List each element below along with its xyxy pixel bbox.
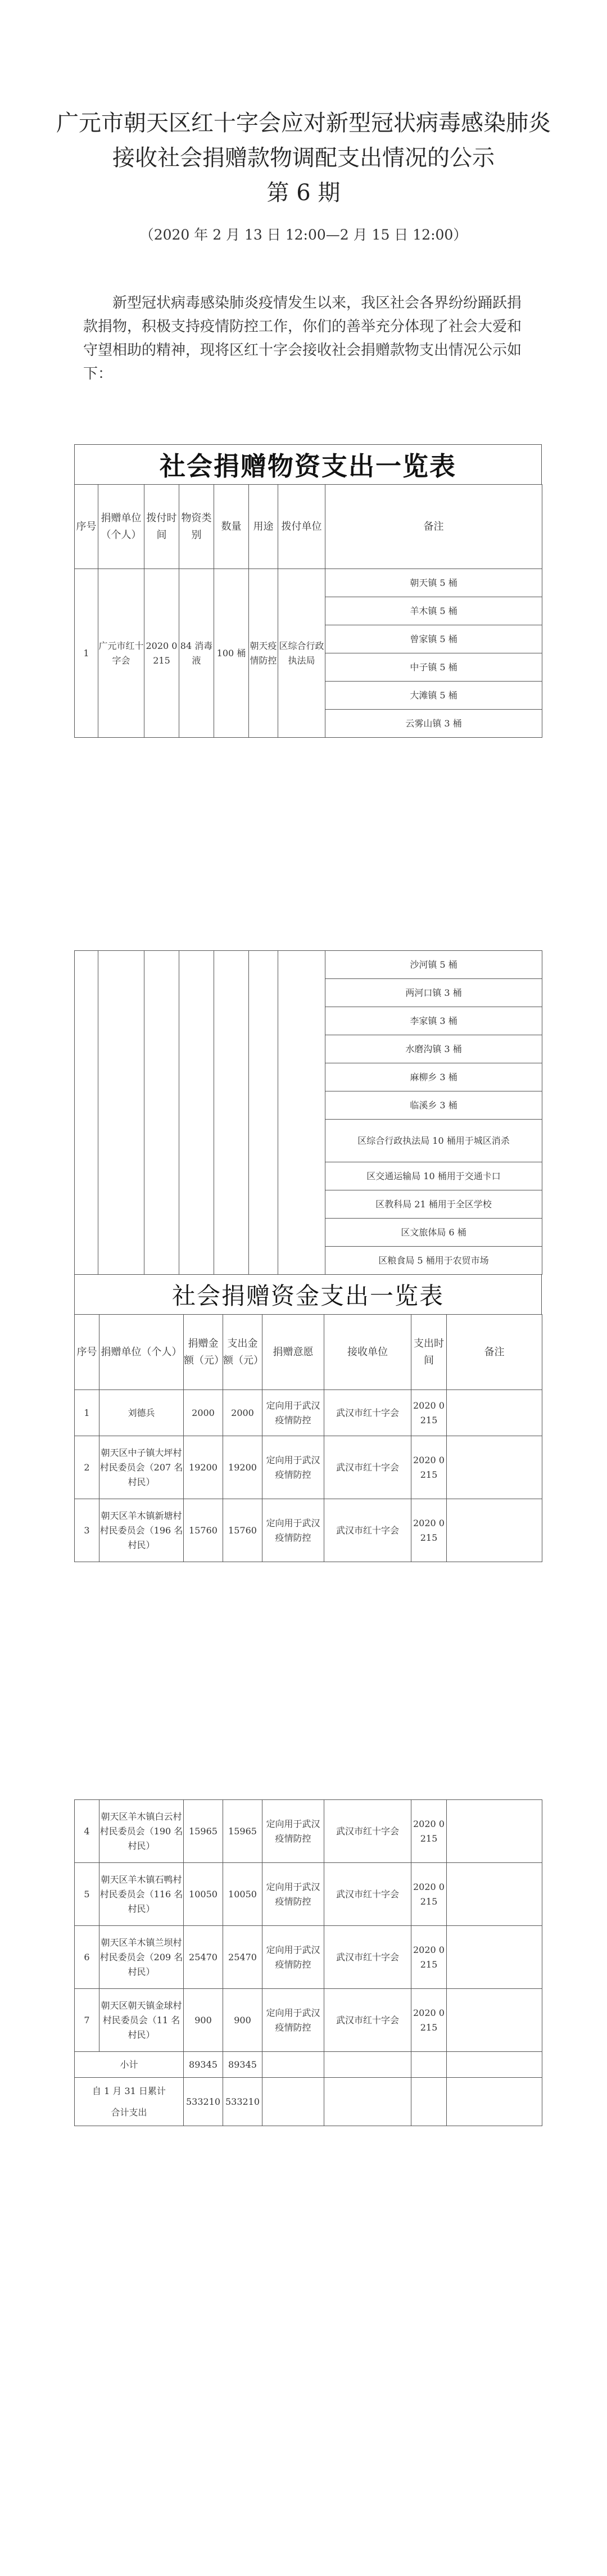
intro-paragraph: 新型冠状病毒感染肺炎疫情发生以来，我区社会各界纷纷踊跃捐款捐物，积极支持疫情防控工作，你们的善举充分体现了社会大爱和守望相助的精神，现将区红十字会接收社会捐赠款物支出情况公示如下： [83,295,522,382]
materials-table-part2 [74,950,542,1275]
date-range: （2020 年 2 月 13 日 12:00—2 月 15 日 12:00） [139,227,468,243]
purpose-cell: 定向用于武汉疫情防控 [262,1863,324,1926]
purpose-cell: 定向用于武汉疫情防控 [262,1989,324,2052]
date-cell: 2020 0215 [411,1926,447,1989]
note-cell [447,1800,542,1863]
row-number: 7 [75,1989,99,2052]
receiver-cell: 武汉市红十字会 [324,1926,411,1989]
note-cell: 朝天镇 5 桶 [325,569,542,597]
header-cell: 序号 [75,485,98,569]
row-number: 4 [75,1800,99,1863]
table-row [75,1390,542,1436]
receiver-cell: 武汉市红十字会 [324,1436,411,1499]
note-cell [447,1926,542,1989]
spent-cell: 900 [223,1989,262,2052]
subtotal-spent: 89345 [223,2052,262,2078]
empty-cell [249,951,278,1275]
header-cell: 备注 [325,485,542,569]
cumulative-label [75,2078,184,2126]
note-cell: 区文旅体局 6 桶 [325,1219,542,1247]
cumulative-donated: 533210 [184,2078,223,2126]
receiver-cell: 武汉市红十字会 [324,1499,411,1562]
note-cell: 曾家镇 5 桶 [325,625,542,653]
date-cell: 2020 0215 [144,569,179,738]
donor-cell: 朝天区中子镇大坪村村民委员会（207 名村民） [99,1436,184,1499]
header-cell: 捐赠意愿 [262,1315,324,1390]
note-cell: 区综合行政执法局 10 桶用于城区消杀 [325,1120,542,1162]
cumulative-row [75,2078,542,2126]
header-cell: 拨付单位 [278,485,325,569]
empty-cell [447,2078,542,2126]
funds-table-part1 [74,1314,542,1562]
note-cell: 李家镇 3 桶 [325,1007,542,1035]
table-row [75,569,542,597]
donor-cell: 朝天区羊木镇石鸭村村民委员会（116 名村民） [99,1863,184,1926]
note-cell: 大滩镇 5 桶 [325,682,542,710]
purpose-cell: 定向用于武汉疫情防控 [262,1499,324,1562]
donated-cell: 15760 [184,1499,223,1562]
empty-cell [262,2078,324,2126]
note-cell: 区交通运输局 10 桶用于交通卡口 [325,1162,542,1190]
purpose-cell: 定向用于武汉疫情防控 [262,1926,324,1989]
donated-cell: 10050 [184,1863,223,1926]
header-cell: 物资类别 [179,485,214,569]
note-cell: 水磨沟镇 3 桶 [325,1035,542,1063]
note-cell [447,1390,542,1436]
materials-table-part1 [74,484,542,738]
note-cell [447,1863,542,1926]
purpose-cell: 定向用于武汉疫情防控 [262,1800,324,1863]
empty-cell [411,2078,447,2126]
empty-cell [324,2078,411,2126]
row-number: 6 [75,1926,99,1989]
empty-cell [278,951,325,1275]
note-cell: 区粮食局 5 桶用于农贸市场 [325,1247,542,1275]
empty-cell [98,951,144,1275]
row-number: 1 [75,1390,99,1436]
unit-cell: 区综合行政执法局 [278,569,325,738]
donated-cell: 2000 [184,1390,223,1436]
header-cell: 备注 [447,1315,542,1390]
date-cell: 2020 0215 [411,1863,447,1926]
note-cell: 沙河镇 5 桶 [325,951,542,979]
table-row [75,1863,542,1926]
purpose-cell: 定向用于武汉疫情防控 [262,1436,324,1499]
empty-cell [214,951,249,1275]
date-cell: 2020 0215 [411,1800,447,1863]
cumulative-label-line1: 自 1 月 31 日累计 [92,2085,166,2096]
donor-cell: 广元市红十字会 [98,569,144,738]
spent-cell: 19200 [223,1436,262,1499]
header-cell: 接收单位 [324,1315,411,1390]
note-cell [447,1436,542,1499]
row-number: 1 [75,569,98,738]
header-cell: 捐赠单位（个人） [99,1315,184,1390]
donor-cell: 朝天区羊木镇兰坝村村民委员会（209 名村民） [99,1926,184,1989]
note-cell: 区教科局 21 桶用于全区学校 [325,1190,542,1219]
header-cell: 拨付时间 [144,485,179,569]
table-row [75,1800,542,1863]
date-cell: 2020 0215 [411,1989,447,2052]
receiver-cell: 武汉市红十字会 [324,1390,411,1436]
header-cell: 支出时间 [411,1315,447,1390]
page-title-text: 广元市朝天区红十字会应对新型冠状病毒感染肺炎接收社会捐赠款物调配支出情况的公示 [56,110,551,171]
header-cell: 捐赠单位（个人） [98,485,144,569]
row-number: 3 [75,1499,99,1562]
empty-cell [324,2052,411,2078]
funds-table-part2 [74,1799,542,2126]
subtotal-label: 小计 [75,2052,184,2078]
cumulative-spent: 533210 [223,2078,262,2126]
table-row [75,1926,542,1989]
materials-table-title: 社会捐赠物资支出一览表 [74,444,542,485]
subtotal-donated: 89345 [184,2052,223,2078]
donated-cell: 900 [184,1989,223,2052]
note-cell: 临溪乡 3 桶 [325,1091,542,1120]
page-title [56,106,551,210]
donor-cell: 刘德兵 [99,1390,184,1436]
funds-header-row [75,1315,542,1390]
row-number: 2 [75,1436,99,1499]
subtotal-row [75,2052,542,2078]
spent-cell: 10050 [223,1863,262,1926]
spent-cell: 15760 [223,1499,262,1562]
header-cell: 支出金额（元） [223,1315,262,1390]
issue-number: 第 6 期 [266,180,341,206]
date-cell: 2020 0215 [411,1499,447,1562]
receiver-cell: 武汉市红十字会 [324,1989,411,2052]
empty-cell [144,951,179,1275]
date-cell: 2020 0215 [411,1436,447,1499]
table-row [75,1499,542,1562]
note-cell [447,1989,542,2052]
table-row [75,1989,542,2052]
note-cell: 羊木镇 5 桶 [325,597,542,625]
empty-cell [447,2052,542,2078]
empty-cell [179,951,214,1275]
note-cell: 云雾山镇 3 桶 [325,710,542,738]
cumulative-label-line2: 合计支出 [111,2106,147,2118]
materials-header-row [75,485,542,569]
note-cell: 中子镇 5 桶 [325,653,542,682]
spent-cell: 2000 [223,1390,262,1436]
funds-table-title: 社会捐赠资金支出一览表 [74,1274,542,1315]
header-cell: 捐赠金额（元） [184,1315,223,1390]
note-cell: 两河口镇 3 桶 [325,979,542,1007]
donor-cell: 朝天区羊木镇新塘村村民委员会（196 名村民） [99,1499,184,1562]
empty-cell [75,951,98,1275]
use-cell: 朝天疫情防控 [249,569,278,738]
header-cell: 数量 [214,485,249,569]
table-row [75,951,542,979]
donated-cell: 15965 [184,1800,223,1863]
note-cell: 麻柳乡 3 桶 [325,1063,542,1091]
empty-cell [262,2052,324,2078]
table-row [75,1436,542,1499]
receiver-cell: 武汉市红十字会 [324,1800,411,1863]
donated-cell: 25470 [184,1926,223,1989]
purpose-cell: 定向用于武汉疫情防控 [262,1390,324,1436]
row-number: 5 [75,1863,99,1926]
quantity-cell: 100 桶 [214,569,249,738]
spent-cell: 15965 [223,1800,262,1863]
donated-cell: 19200 [184,1436,223,1499]
donor-cell: 朝天区朝天镇金球村村民委员会（11 名村民） [99,1989,184,2052]
donor-cell: 朝天区羊木镇白云村村民委员会（190 名村民） [99,1800,184,1863]
header-cell: 序号 [75,1315,99,1390]
receiver-cell: 武汉市红十字会 [324,1863,411,1926]
spent-cell: 25470 [223,1926,262,1989]
empty-cell [411,2052,447,2078]
note-cell [447,1499,542,1562]
date-cell: 2020 0215 [411,1390,447,1436]
category-cell: 84 消毒液 [179,569,214,738]
header-cell: 用途 [249,485,278,569]
